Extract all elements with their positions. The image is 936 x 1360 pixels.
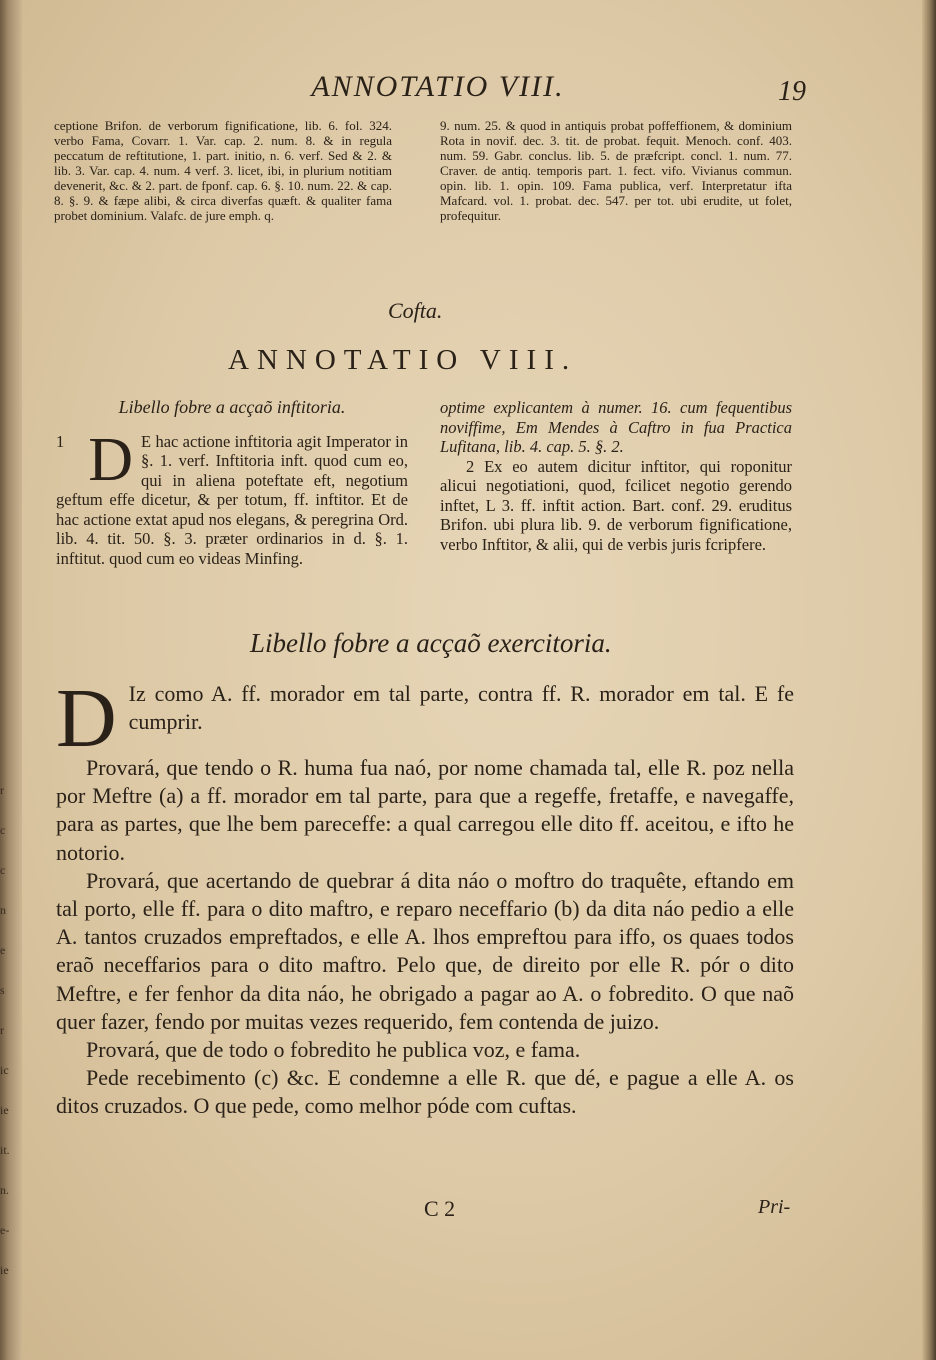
bleed-mark: e <box>0 943 6 957</box>
bleed-mark: r <box>0 783 4 797</box>
bleed-mark: it. <box>0 1143 10 1157</box>
bleed-mark: n. <box>0 1183 9 1197</box>
main-text <box>56 672 794 1121</box>
catchword: Pri- <box>758 1196 791 1218</box>
running-title: ANNOTATIO VIII. <box>311 70 565 103</box>
author-signature: Cofta. <box>388 298 443 323</box>
bleed-mark: r <box>0 1023 4 1037</box>
annotation-right-column <box>440 398 792 554</box>
paragraph-text: E hac actione inftitoria agit Imperator in §. 1. verf. Inftitoria inft. quod cum eo, qui in aliena poteftate eft, negotium geftum effe dicetur, & per totum, ff. inftitor. Et de hac actione extat apud nos elegans, & peregrina Ord. lib. 4. tit. 50. §. 3. præter ordinarios in d. §. 1. inftitut. quod cum eo videas Minfing. <box>56 431 408 568</box>
bleed-mark: e- <box>0 1223 10 1237</box>
page-edge <box>922 0 936 1360</box>
facing-page-bleed <box>0 770 20 1290</box>
footnote-right-column: 9. num. 25. & quod in antiquis probat poffeffionem, & dominium Rota in novif. dec. 3. tit. de probat. fequit. Menoch. conf. 403. num. 59. Gabr. conclus. lib. 5. de præfcript. concl. 1. num. 77. Craver. de antiq. temporis part. 1. fect. vifo. Vivianus commun. opin. lib. 1. opin. 109. Fama publica, verf. Interpretatur ifta Mafcard. vol. 1. probat. dec. 547. per tot. ubi erudite, ut folet, profequitur. <box>440 118 792 223</box>
bleed-mark: s <box>0 983 5 997</box>
drop-cap: D <box>56 672 117 765</box>
bleed-mark: c <box>0 863 6 877</box>
bleed-mark: ie <box>0 1103 9 1117</box>
bleed-mark: ic <box>0 1063 9 1077</box>
bleed-mark: ie <box>0 1263 9 1277</box>
libel-title: Libello fobre a acçaõ exercitoria. <box>250 628 612 658</box>
page-header <box>0 70 936 110</box>
section-heading: ANNOTATIO VIII. <box>228 344 578 376</box>
bleed-mark: n <box>0 903 6 917</box>
annotation-continuation: optime explicantem à numer. 16. cum fequentibus noviffime, Em Mendes à Caftro in fua Practica Lufitana, lib. 4. cap. 5. §. 2. <box>440 398 792 456</box>
main-paragraph-4: Provará, que de todo o fobredito he publica voz, e fama. <box>86 1037 581 1063</box>
paragraph-number: 1 <box>56 431 65 451</box>
annotation-paragraph-2 <box>440 457 792 555</box>
main-paragraph-3: Provará, que acertando de quebrar á dita náo o moftro do traquête, eftando em tal porto, elle ff. para o dito maftro, e reparo neceffario (b) da dita náo pedio a elle A. tantos cruzados empreftados, e elle A. lhos empreftou para iffo, os quaes todos eraõ neceffarios para o dito maftro. Pelo que, de direito por elle R. pór o dito Meftre, e fer fenhor da dita náo, he obrigado a pagar ao A. o fobredito. O que naõ quer fazer, fendo por muitas vezes requerido, fem contenda de juizo. <box>56 867 794 1034</box>
main-paragraph-1 <box>56 672 794 765</box>
bleed-mark: c <box>0 823 6 837</box>
main-paragraph-5: Pede recebimento (c) &c. E condemne a elle R. que dé, e pague a elle A. os ditos cruzados. O que pede, como melhor póde com cuftas. <box>56 1065 794 1119</box>
paragraph-text: Iz como A. ff. morador em tal parte, contra ff. R. morador em tal. E fe cumprir. <box>128 681 794 735</box>
signature-mark: C 2 <box>424 1196 456 1221</box>
paragraph-number: 2 <box>466 456 475 476</box>
main-paragraph-2: Provará, que tendo o R. huma fua naó, por nome chamada tal, elle R. poz nella por Meftre (a) a ff. morador em tal parte, para que a regeffe, fretaffe, e navegaffe, para as partes, que lhe bem pareceffe: a qual carregou elle dito ff. aceitou, e ifto he notorio. <box>56 755 794 865</box>
paragraph-text: Ex eo autem dicitur inftitor, qui roponitur alicui negotiationi, quod, fcilicet negotio gerendo inftet, L 3. ff. inftit action. Bart. conf. 29. eruditus Brifon. ubi plura lib. 9. de verborum fignificatione, verbo Inftitor, & alii, qui de verbis juris fcripfere. <box>440 456 792 554</box>
drop-cap: D <box>88 425 134 494</box>
footnote-left-column: ceptione Brifon. de verborum fignificatione, lib. 6. fol. 324. verbo Fama, Covarr. 1. Var. cap. 2. num. 8. & in regula peccatum de reftitutione, 1. part. initio, n. 6. verf. Sed & 2. & lib. 3. Var. cap. 4. num. 4 verf. 3. licet, ibi, in plurium notitiam devenerit, &c. & 2. part. de fponf. cap. 6. §. 10. num. 22. & cap. 8. §. 9. & fæpe alibi, & circa diverfas quæft. & qualiter fama probet dominium. Valafc. de jure emph. q. <box>54 118 392 223</box>
annotation-paragraph-1 <box>56 425 408 569</box>
annotation-title: Libello fobre a acçaõ inftitoria. <box>118 397 346 417</box>
annotation-left-column <box>56 398 408 568</box>
page-number: 19 <box>778 76 806 107</box>
